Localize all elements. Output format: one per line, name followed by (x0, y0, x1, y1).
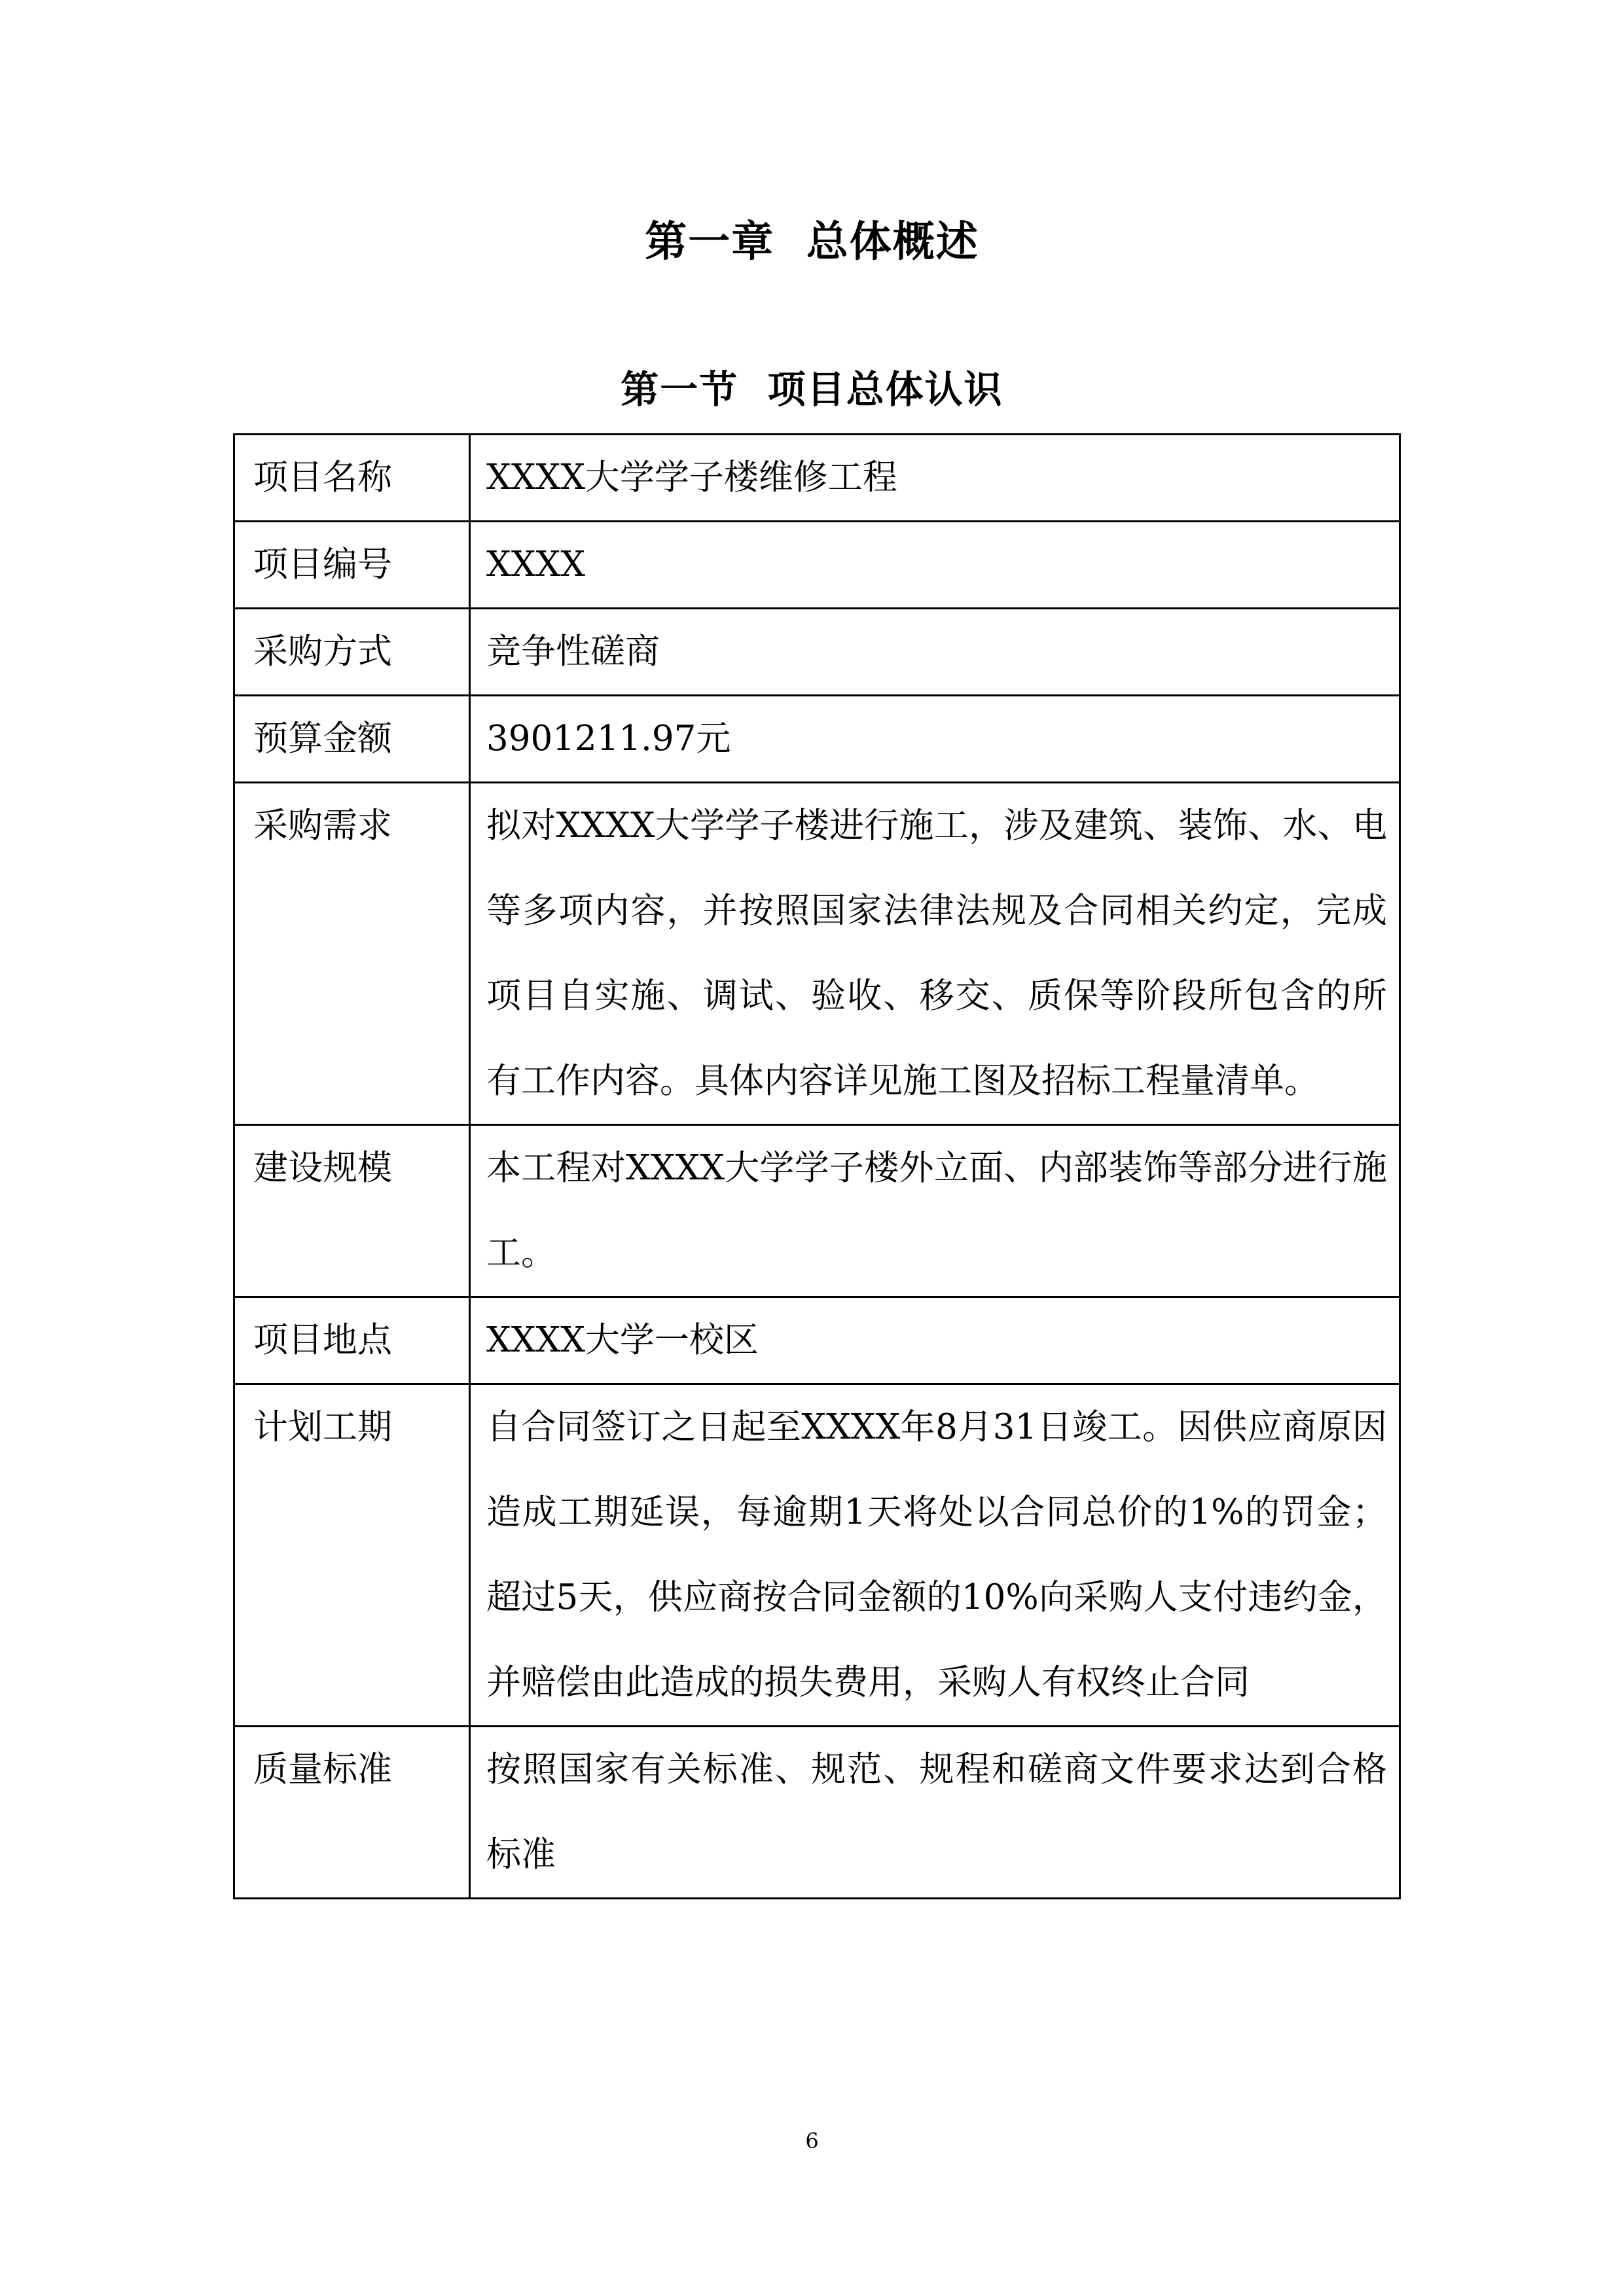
chapter-title: 第一章 总体概述 (645, 218, 979, 266)
row-value: 3901211.97元 (470, 696, 1400, 783)
section-title: 第一节 项目总体认识 (621, 367, 1003, 412)
table-row-procurement-method (234, 609, 1400, 696)
table-row-location (234, 1297, 1400, 1384)
project-info-table (233, 433, 1401, 1899)
row-label: 项目编号 (234, 522, 470, 609)
row-value: 拟对XXXX大学学子楼进行施工，涉及建筑、装饰、水、电等多项内容，并按照国家法律法规及合同相关约定，完成项目自实施、调试、验收、移交、质保等阶段所包含的所有工作内容。具体内容详见施工图及招标工程量清单。 (470, 783, 1400, 1125)
table-row-project-name (234, 435, 1400, 522)
row-value: 按照国家有关标准、规范、规程和磋商文件要求达到合格标准 (470, 1727, 1400, 1899)
row-value: XXXX大学学子楼维修工程 (470, 435, 1400, 522)
table-row-project-number (234, 522, 1400, 609)
row-label: 计划工期 (234, 1384, 470, 1727)
row-value: 竞争性磋商 (470, 609, 1400, 696)
table-row-quality (234, 1727, 1400, 1899)
row-label: 项目名称 (234, 435, 470, 522)
table-row-budget (234, 696, 1400, 783)
table-row-requirements (234, 783, 1400, 1125)
page-number: 6 (805, 2128, 819, 2153)
row-label: 预算金额 (234, 696, 470, 783)
row-label: 采购方式 (234, 609, 470, 696)
row-label: 采购需求 (234, 783, 470, 1125)
table-row-scale (234, 1125, 1400, 1297)
row-value: 自合同签订之日起至XXXX年8月31日竣工。因供应商原因造成工期延误，每逾期1天将处以合同总价的1%的罚金；超过5天，供应商按合同金额的10%向采购人支付违约金，并赔偿由此造成的损失费用，采购人有权终止合同 (470, 1384, 1400, 1727)
row-value: 本工程对XXXX大学学子楼外立面、内部装饰等部分进行施工。 (470, 1125, 1400, 1297)
row-value: XXXX大学一校区 (470, 1297, 1400, 1384)
row-value: XXXX (470, 522, 1400, 609)
row-label: 建设规模 (234, 1125, 470, 1297)
row-label: 质量标准 (234, 1727, 470, 1899)
row-label: 项目地点 (234, 1297, 470, 1384)
table-row-schedule (234, 1384, 1400, 1727)
